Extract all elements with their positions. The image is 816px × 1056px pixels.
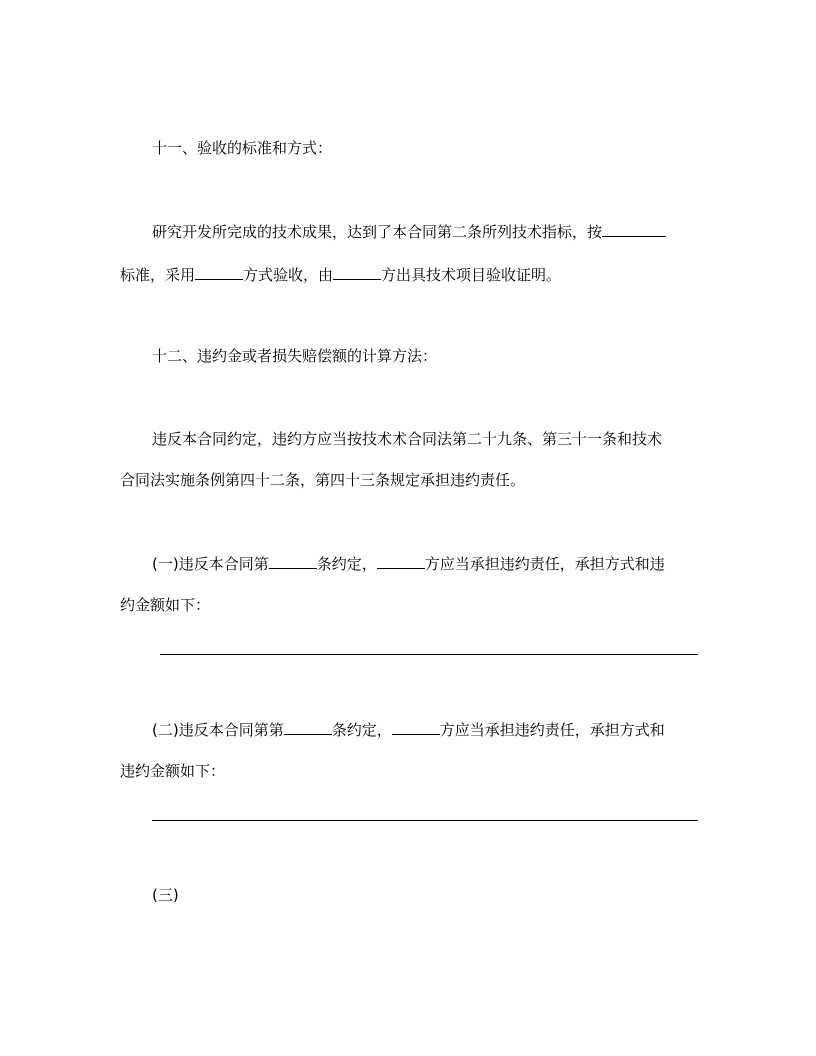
item-3-label: (三) bbox=[152, 886, 179, 904]
party-blank[interactable] bbox=[333, 264, 381, 280]
item-1-party-blank[interactable] bbox=[377, 553, 425, 569]
item-2-text: (二)违反本合同第第 bbox=[152, 721, 284, 739]
item-1-text: (一)违反本合同第 bbox=[152, 555, 269, 573]
method-blank[interactable] bbox=[195, 264, 243, 280]
item-2-party-blank[interactable] bbox=[392, 719, 440, 735]
section-12-paragraph-line-1: 违反本合同约定，违约方应当按技术术合同法第二十九条、第三十一条和技术 bbox=[152, 430, 663, 448]
item-1-article-blank[interactable] bbox=[269, 553, 317, 569]
section-11-text: 方出具技术项目验收证明。 bbox=[381, 266, 562, 284]
section-12-paragraph-line-2: 合同法实施条例第四十二条，第四十三条规定承担违约责任。 bbox=[120, 471, 526, 489]
item-2-text: 条约定， bbox=[331, 721, 392, 739]
section-11-text: 方式验收，由 bbox=[243, 266, 334, 284]
item-1-line-1 bbox=[152, 553, 665, 574]
section-11-text: 标准，采用 bbox=[120, 266, 196, 284]
item-2-text: 方应当承担违约责任，承担方式和 bbox=[439, 721, 665, 739]
section-11-paragraph-line-2 bbox=[120, 264, 561, 285]
item-2-answer-line[interactable] bbox=[152, 820, 698, 821]
item-1-text: 条约定， bbox=[316, 555, 377, 573]
standard-blank[interactable] bbox=[602, 221, 666, 237]
item-1-text: 方应当承担违约责任，承担方式和违 bbox=[424, 555, 665, 573]
section-11-heading: 十一、验收的标准和方式： bbox=[152, 139, 333, 157]
item-1-line-2: 约金额如下： bbox=[120, 596, 211, 614]
item-2-line-1 bbox=[152, 719, 665, 740]
item-1-answer-line[interactable] bbox=[160, 654, 698, 655]
section-12-heading: 十二、违约金或者损失赔偿额的计算方法： bbox=[152, 347, 438, 365]
item-2-line-2: 违约金额如下： bbox=[120, 762, 226, 780]
section-11-text: 研究开发所完成的技术成果，达到了本合同第二条所列技术指标，按 bbox=[152, 223, 603, 241]
item-2-article-blank[interactable] bbox=[284, 719, 332, 735]
section-11-paragraph-line-1 bbox=[152, 221, 666, 242]
